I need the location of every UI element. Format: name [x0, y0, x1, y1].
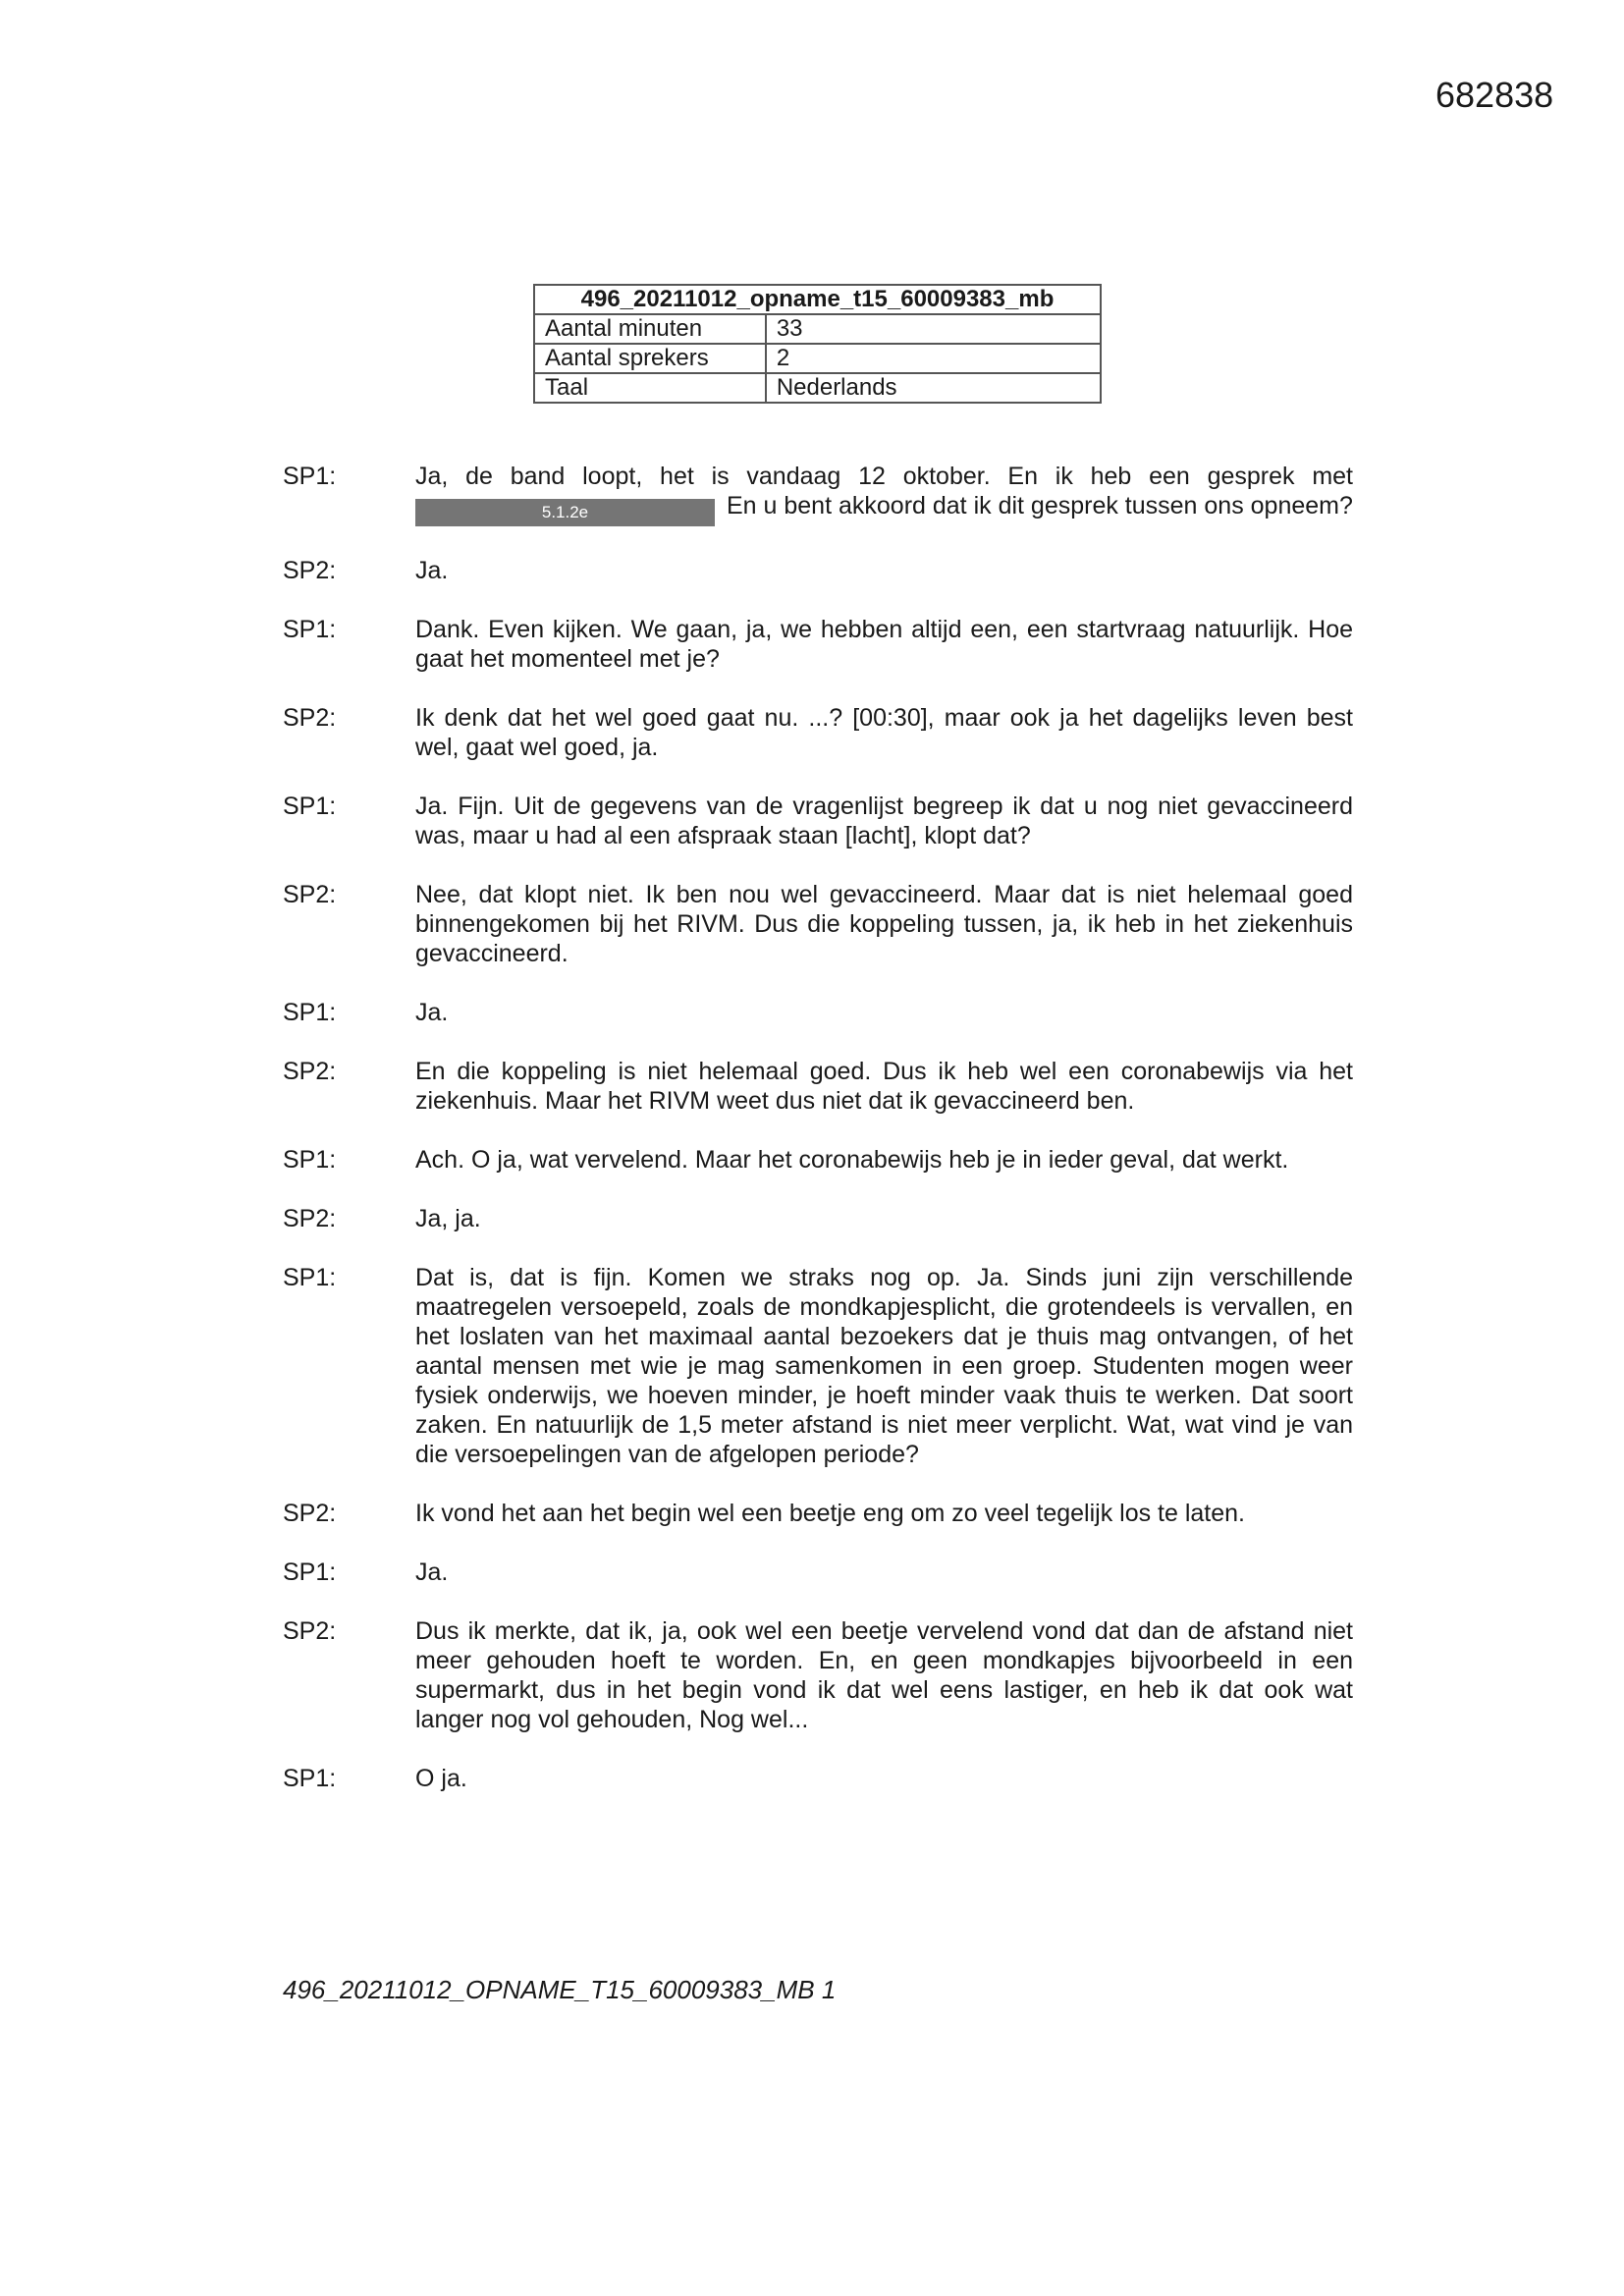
language-label: Taal — [534, 373, 766, 403]
transcript-turn — [283, 1057, 1353, 1116]
minutes-value: 33 — [766, 314, 1101, 344]
utterance: Ja. — [415, 557, 449, 584]
table-row — [534, 373, 1101, 403]
transcript-turn — [283, 462, 1353, 526]
transcript-turn — [283, 1616, 1353, 1734]
redaction-box: 5.1.2e — [415, 499, 715, 526]
speakers-label: Aantal sprekers — [534, 344, 766, 373]
table-header-row — [534, 285, 1101, 314]
speaker-label: SP1: — [283, 793, 337, 820]
language-value: Nederlands — [766, 373, 1101, 403]
transcript-turn — [283, 1204, 1353, 1233]
transcript-turn — [283, 556, 1353, 585]
speaker-label: SP2: — [283, 1617, 337, 1645]
speaker-label: SP2: — [283, 704, 337, 732]
transcript-turn — [283, 1764, 1353, 1793]
page-footer: 496_20211012_OPNAME_T15_60009383_MB 1 — [283, 1975, 837, 2004]
table-row — [534, 314, 1101, 344]
speaker-label: SP2: — [283, 1500, 337, 1527]
transcript-turn — [283, 792, 1353, 850]
speaker-label: SP2: — [283, 1205, 337, 1232]
transcript-turn — [283, 1558, 1353, 1587]
utterance-text: Ja, de band loopt, het is vandaag 12 oktober. En ik heb een gesprek met — [415, 463, 1353, 490]
transcript — [283, 462, 1353, 1823]
speaker-label: SP2: — [283, 881, 337, 908]
utterance — [415, 462, 1353, 526]
speaker-label: SP1: — [283, 1558, 337, 1586]
transcript-turn — [283, 1499, 1353, 1528]
speaker-label: SP1: — [283, 1765, 337, 1792]
document-number: 682838 — [1435, 75, 1554, 115]
speaker-label: SP2: — [283, 557, 337, 584]
transcript-turn — [283, 615, 1353, 674]
utterance-text-continued: En u bent akkoord dat ik dit gesprek tussen ons opneem? — [727, 492, 1353, 519]
utterance: Dus ik merkte, dat ik, ja, ook wel een beetje vervelend vond dat dan de afstand niet meer gehouden hoeft te worden. En, en geen mondkapjes bijvoorbeeld in een supermarkt, dus in het begin vond ik dat wel eens lastiger, en heb ik dat ook wat langer nog vol gehouden, Nog wel... — [415, 1617, 1353, 1733]
transcript-turn — [283, 1263, 1353, 1469]
utterance: Ach. O ja, wat vervelend. Maar het coronabewijs heb je in ieder geval, dat werkt. — [415, 1146, 1289, 1174]
speaker-label: SP1: — [283, 463, 337, 490]
speaker-label: SP1: — [283, 616, 337, 643]
utterance: Ik vond het aan het begin wel een beetje eng om zo veel tegelijk los te laten. — [415, 1500, 1246, 1527]
utterance: Ja, ja. — [415, 1205, 481, 1232]
utterance: Ja. — [415, 1558, 449, 1586]
utterance: En die koppeling is niet helemaal goed. Dus ik heb wel een coronabewijs via het ziekenhuis. Maar het RIVM weet dus niet dat ik gevaccineerd ben. — [415, 1058, 1353, 1115]
minutes-label: Aantal minuten — [534, 314, 766, 344]
transcript-turn — [283, 703, 1353, 762]
utterance: Ja. — [415, 999, 449, 1026]
speaker-label: SP1: — [283, 999, 337, 1026]
speaker-label: SP1: — [283, 1146, 337, 1174]
utterance: Dat is, dat is fijn. Komen we straks nog op. Ja. Sinds juni zijn verschillende maatregelen versoepeld, zoals de mondkapjesplicht, die grotendeels is vervallen, en het loslaten van het maximaal aantal bezoekers dat je thuis mag ontvangen, of het aantal mensen met wie je mag samenkomen in een groep. Studenten mogen weer fysiek onderwijs, we hoeven minder, je hoeft minder vaak thuis te werken. Dat soort zaken. En natuurlijk de 1,5 meter afstand is niet meer verplicht. Wat, wat vind je van die versoepelingen van de afgelopen periode? — [415, 1264, 1353, 1468]
recording-metadata-table — [533, 284, 1102, 404]
transcript-turn — [283, 998, 1353, 1027]
utterance: Nee, dat klopt niet. Ik ben nou wel gevaccineerd. Maar dat is niet helemaal goed binnengekomen bij het RIVM. Dus die koppeling tussen, ja, ik heb in het ziekenhuis gevaccineerd. — [415, 881, 1353, 967]
transcript-turn — [283, 1145, 1353, 1175]
speaker-label: SP2: — [283, 1058, 337, 1085]
utterance: O ja. — [415, 1765, 467, 1792]
table-row — [534, 344, 1101, 373]
utterance: Ja. Fijn. Uit de gegevens van de vragenlijst begreep ik dat u nog niet gevaccineerd was, maar u had al een afspraak staan [lacht], klopt dat? — [415, 793, 1353, 849]
utterance: Dank. Even kijken. We gaan, ja, we hebben altijd een, een startvraag natuurlijk. Hoe gaat het momenteel met je? — [415, 616, 1353, 673]
speakers-value: 2 — [766, 344, 1101, 373]
recording-id: 496_20211012_opname_t15_60009383_mb — [534, 285, 1101, 314]
speaker-label: SP1: — [283, 1264, 337, 1291]
transcript-turn — [283, 880, 1353, 968]
utterance: Ik denk dat het wel goed gaat nu. ...? [00:30], maar ook ja het dagelijks leven best wel, gaat wel goed, ja. — [415, 704, 1353, 761]
